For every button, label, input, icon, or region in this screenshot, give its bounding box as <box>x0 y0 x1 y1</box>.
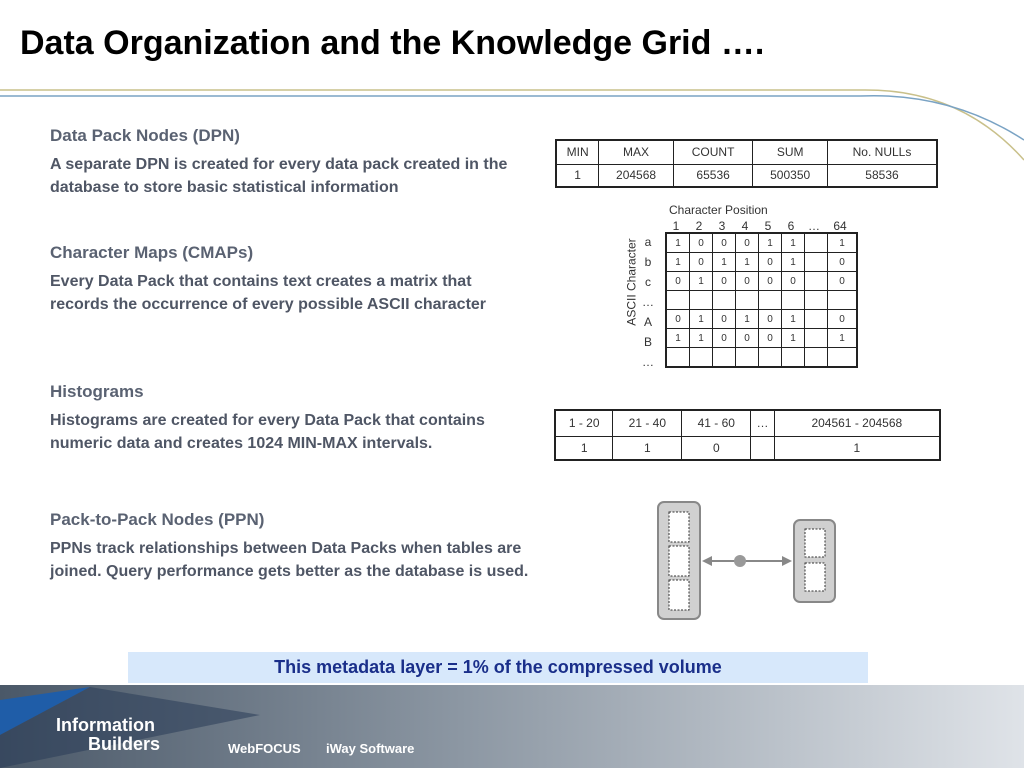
table-cell <box>759 348 782 368</box>
table-cell: 0 <box>713 272 736 291</box>
table-header-cell: COUNT <box>673 140 752 164</box>
table-row <box>666 253 857 272</box>
cmap-y-label: ASCII Character <box>624 238 639 326</box>
position-label: 2 <box>695 219 703 233</box>
pack-cell <box>805 563 825 591</box>
table-header-cell: MIN <box>556 140 599 164</box>
table-cell: 0 <box>759 272 782 291</box>
logo-line: Builders <box>88 734 161 754</box>
section-body: Every Data Pack that contains text creates a matrix that records the occurrence of every possible ASCII character <box>50 273 487 313</box>
row-label: b <box>644 255 652 269</box>
table-cell: 0 <box>736 329 759 348</box>
table-cell: 1 <box>690 310 713 329</box>
section-heading: Histograms <box>50 382 144 401</box>
table-cell: 1 <box>666 253 690 272</box>
table-cell: 1 <box>555 436 613 460</box>
table-cell: 1 <box>613 436 682 460</box>
table-header-row <box>556 140 937 164</box>
table-cell: 1 <box>828 329 858 348</box>
table-cell <box>805 272 828 291</box>
histogram-table <box>554 409 941 461</box>
table-header-cell: No. NULLs <box>827 140 937 164</box>
pack-cell <box>669 512 689 542</box>
table-row <box>666 310 857 329</box>
row-label: B <box>643 335 652 349</box>
table-cell: 65536 <box>673 164 752 187</box>
row-label: … <box>642 355 654 369</box>
table-cell: 0 <box>690 253 713 272</box>
section-cmap <box>50 243 530 316</box>
table-cell <box>828 348 858 368</box>
footer-iway-software: iWay Software <box>326 741 415 756</box>
pack-to-pack-diagram <box>640 490 850 630</box>
table-cell <box>690 291 713 310</box>
table-row <box>666 329 857 348</box>
section-body: Histograms are created for every Data Pack that contains numeric data and creates 1024 MIN-MAX intervals. <box>50 412 485 452</box>
table-row <box>666 233 857 253</box>
table-cell: 0 <box>666 310 690 329</box>
dpn-table <box>555 139 938 188</box>
table-cell: 0 <box>759 329 782 348</box>
section-heading: Pack-to-Pack Nodes (PPN) <box>50 510 265 529</box>
logo-line: Information <box>56 715 155 735</box>
table-cell <box>666 348 690 368</box>
section-ppn <box>50 510 530 583</box>
table-cell: 1 <box>759 233 782 253</box>
table-cell <box>736 291 759 310</box>
section-heading: Character Maps (CMAPs) <box>50 243 254 262</box>
position-label: … <box>808 219 820 233</box>
table-cell: 0 <box>713 233 736 253</box>
table-cell: 58536 <box>827 164 937 187</box>
table-cell <box>736 348 759 368</box>
position-label: 5 <box>764 219 772 233</box>
table-cell: 1 <box>666 233 690 253</box>
table-cell: 1 <box>782 253 805 272</box>
position-label: 64 <box>833 219 847 233</box>
table-cell <box>759 291 782 310</box>
table-cell: 0 <box>828 253 858 272</box>
table-cell <box>805 348 828 368</box>
table-cell: 1 <box>736 253 759 272</box>
position-label: 3 <box>718 219 726 233</box>
table-cell: 204568 <box>599 164 674 187</box>
table-cell: 0 <box>682 436 751 460</box>
section-body: PPNs track relationships between Data Packs when tables are joined. Query performance gets better as the database is used. <box>50 540 529 580</box>
row-label: … <box>642 295 654 309</box>
table-row <box>666 272 857 291</box>
section-dpn <box>50 126 530 199</box>
table-header-cell: 21 - 40 <box>613 410 682 436</box>
table-cell <box>805 310 828 329</box>
pack-cell <box>669 580 689 610</box>
section-histograms <box>50 382 530 455</box>
table-cell: 1 <box>666 329 690 348</box>
table-cell: 1 <box>782 310 805 329</box>
table-cell: 0 <box>759 310 782 329</box>
information-builders-logo <box>56 716 160 754</box>
table-header-row <box>555 410 940 436</box>
table-cell <box>805 329 828 348</box>
position-label: 6 <box>787 219 795 233</box>
table-cell <box>805 253 828 272</box>
table-row <box>555 436 940 460</box>
table-cell: 0 <box>782 272 805 291</box>
table-cell: 1 <box>828 233 858 253</box>
table-cell: 1 <box>690 272 713 291</box>
metadata-banner: This metadata layer = 1% of the compressed volume <box>128 652 868 683</box>
slide-title: Data Organization and the Knowledge Grid …. <box>20 24 765 62</box>
table-cell <box>751 436 774 460</box>
relationship-node <box>734 555 746 567</box>
table-cell <box>666 291 690 310</box>
table-cell <box>782 348 805 368</box>
table-cell: 1 <box>774 436 940 460</box>
table-cell <box>713 348 736 368</box>
table-cell <box>828 291 858 310</box>
table-header-cell: … <box>751 410 774 436</box>
table-cell: 0 <box>666 272 690 291</box>
cmap-matrix <box>665 232 858 368</box>
character-map-diagram <box>620 203 870 378</box>
table-cell: 1 <box>556 164 599 187</box>
table-cell: 1 <box>782 233 805 253</box>
table-cell: 0 <box>759 253 782 272</box>
table-cell <box>690 348 713 368</box>
table-cell: 0 <box>828 272 858 291</box>
row-label: c <box>645 275 651 289</box>
footer-webfocus: WebFOCUS <box>228 741 301 756</box>
position-label: 1 <box>672 219 680 233</box>
section-heading: Data Pack Nodes (DPN) <box>50 126 240 145</box>
row-label: a <box>644 235 652 249</box>
table-cell: 0 <box>713 310 736 329</box>
table-row <box>666 348 857 368</box>
table-cell: 500350 <box>753 164 828 187</box>
table-cell <box>805 233 828 253</box>
table-row <box>556 164 937 187</box>
pack-cell <box>669 546 689 576</box>
arrow-head-right <box>782 556 792 566</box>
table-cell: 1 <box>782 329 805 348</box>
table-cell: 1 <box>713 253 736 272</box>
row-label: A <box>643 315 652 329</box>
arrow-head-left <box>702 556 712 566</box>
table-cell: 1 <box>736 310 759 329</box>
table-header-cell: MAX <box>599 140 674 164</box>
table-header-cell: 1 - 20 <box>555 410 613 436</box>
section-body: A separate DPN is created for every data pack created in the database to store basic statistical information <box>50 156 508 196</box>
table-cell <box>805 291 828 310</box>
table-cell <box>782 291 805 310</box>
table-cell: 0 <box>690 233 713 253</box>
table-header-cell: 204561 - 204568 <box>774 410 940 436</box>
table-row <box>666 291 857 310</box>
table-cell: 0 <box>736 272 759 291</box>
table-cell: 0 <box>713 329 736 348</box>
table-cell <box>713 291 736 310</box>
table-cell: 0 <box>736 233 759 253</box>
table-cell: 1 <box>690 329 713 348</box>
cmap-title: Character Position <box>669 203 768 217</box>
table-header-cell: SUM <box>753 140 828 164</box>
table-cell: 0 <box>828 310 858 329</box>
position-label: 4 <box>741 219 749 233</box>
table-header-cell: 41 - 60 <box>682 410 751 436</box>
pack-cell <box>805 529 825 557</box>
